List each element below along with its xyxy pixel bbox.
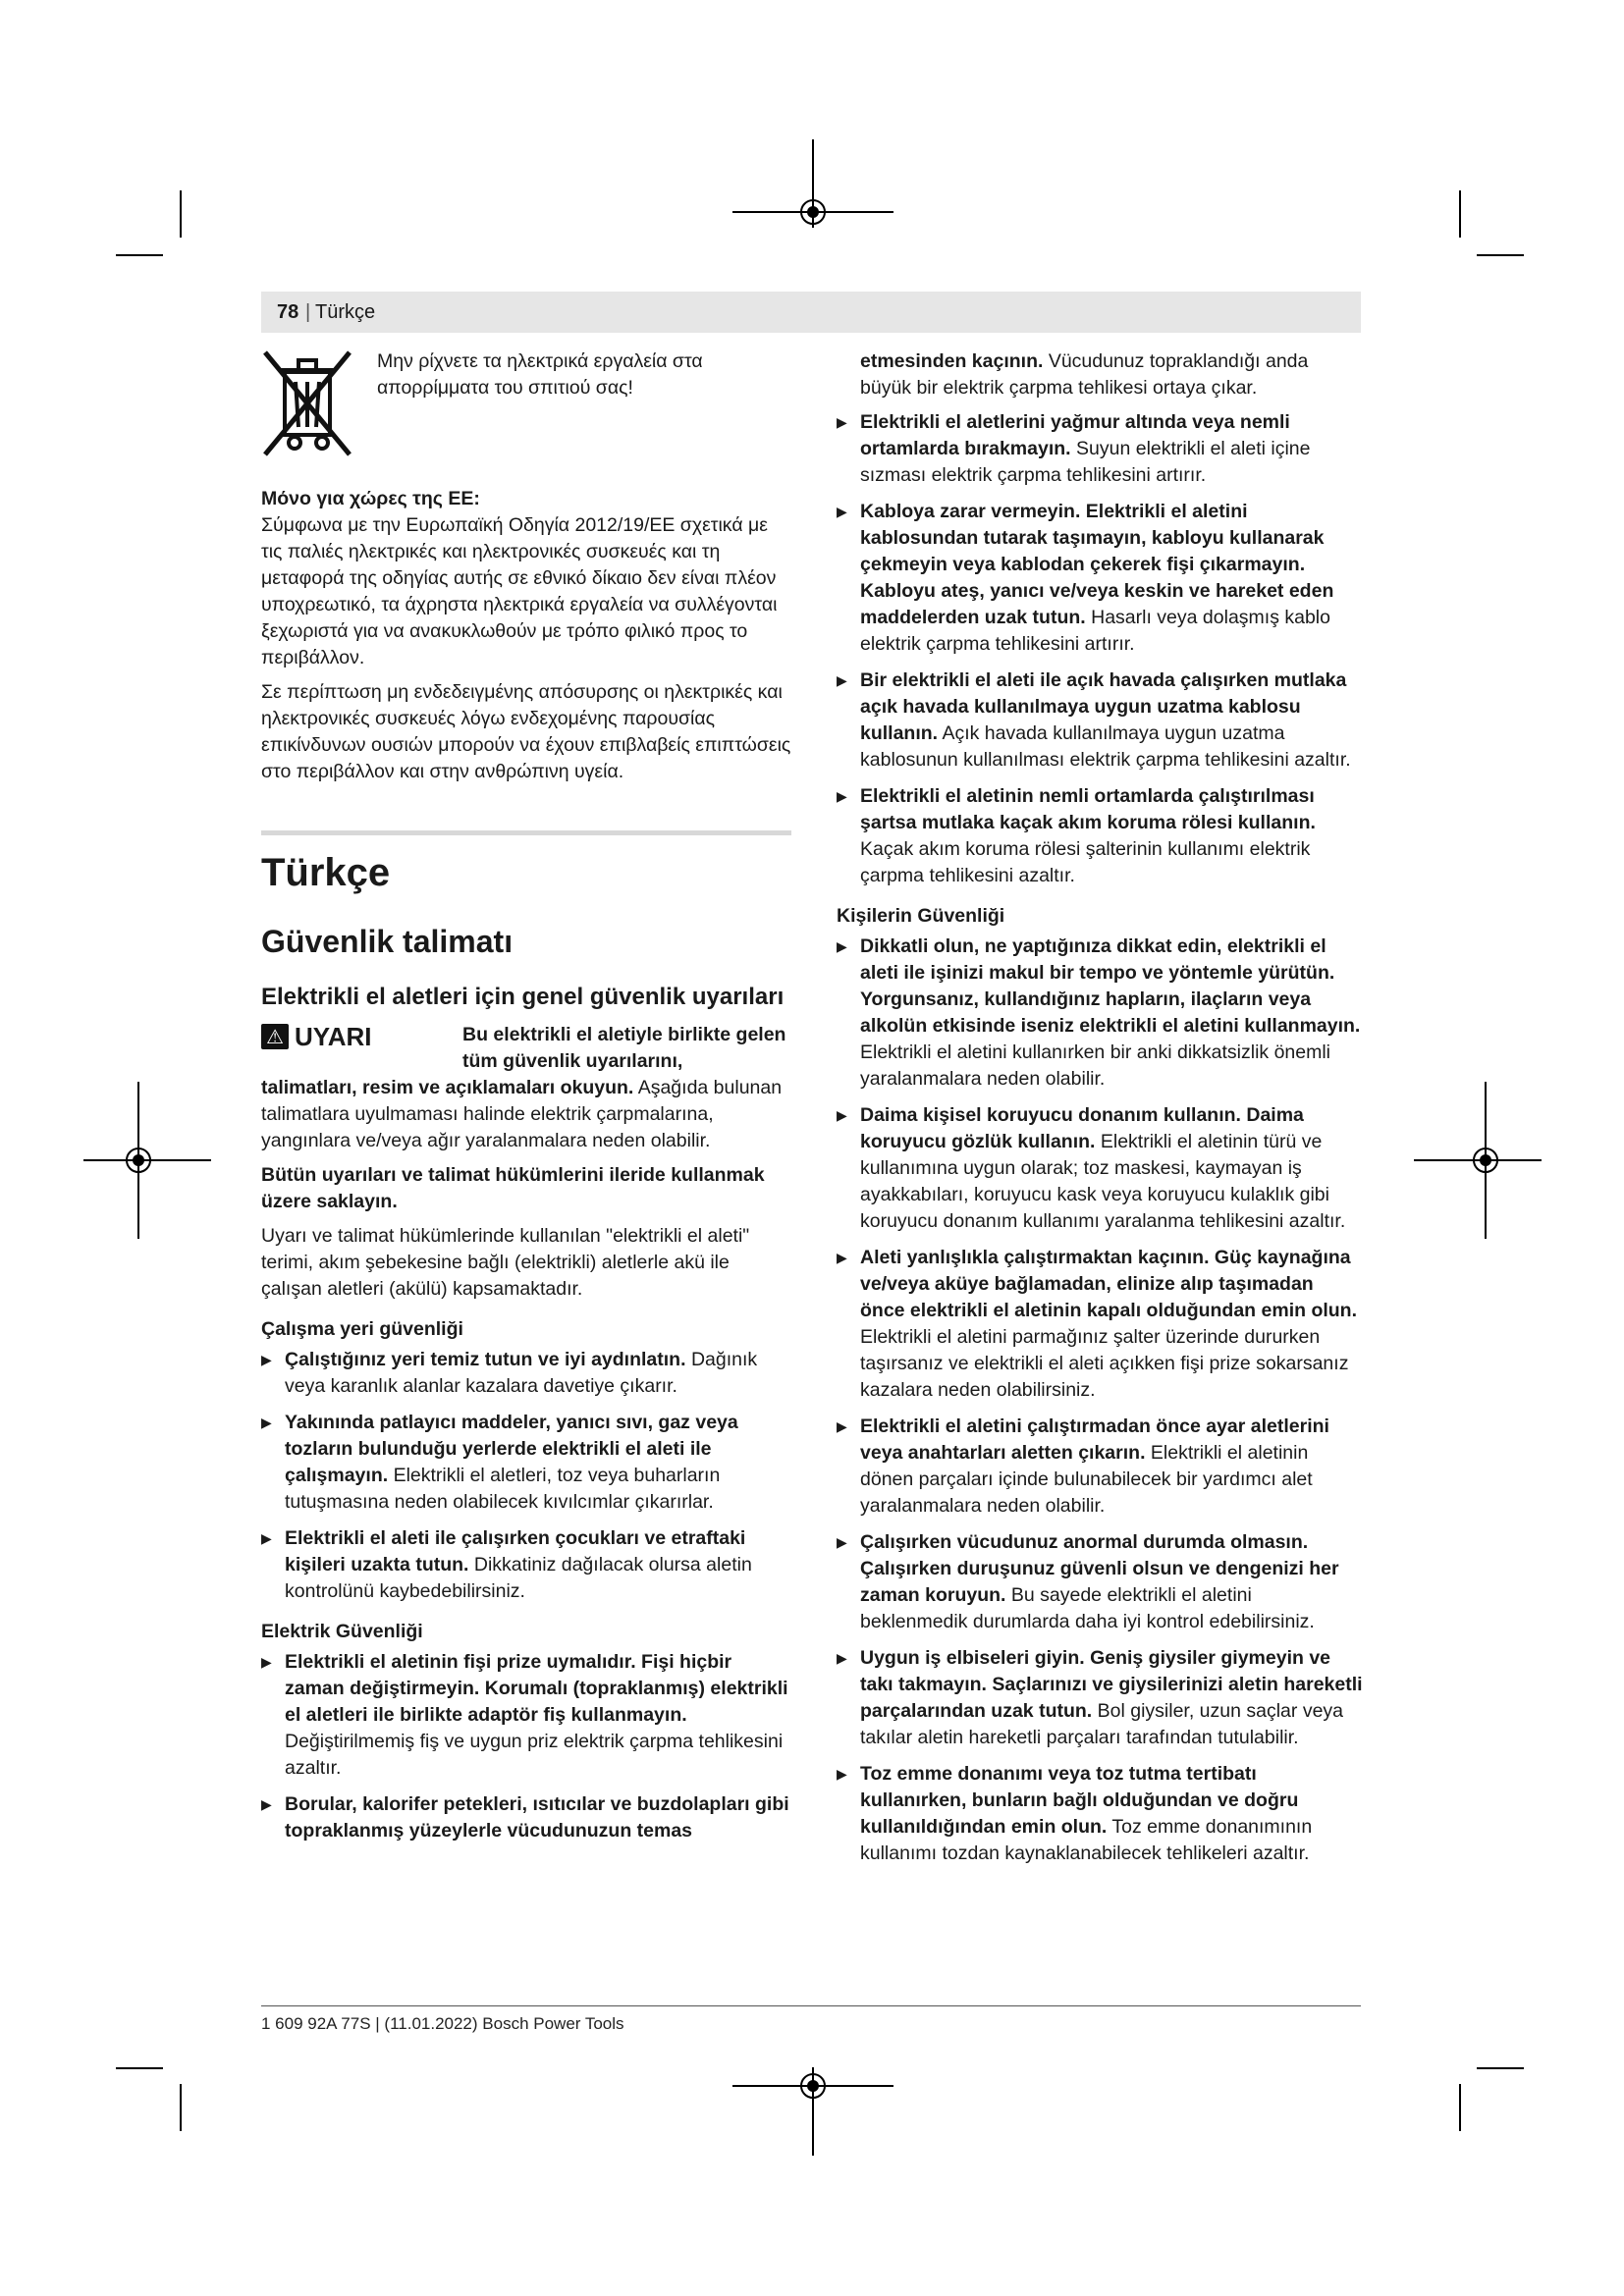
registration-mark-icon: [800, 199, 826, 225]
greek-paragraph-2: Σε περίπτωση μη ενδεδειγμένης απόσυρσης οι ηλεκτρικές και ηλεκτρονικές συσκευές λόγω ενδεχομένης παρουσίας επικίνδυνων ουσιών μπορούν να έχουν επιβλαβείς επιπτώσεις στο περιβάλλον και στην ανθρώπινη υγεία.: [261, 681, 791, 782]
page-header-band: [261, 292, 1361, 333]
crop-mark: [1459, 190, 1461, 238]
personal-safety-list: [837, 934, 1363, 1867]
language-title: Türkçe: [261, 851, 391, 894]
crop-mark: [1477, 2067, 1524, 2069]
greek-disposal-notice: Μην ρίχνετε τα ηλεκτρικά εργαλεία στα απορρίμματα του σπιτιού σας!: [377, 350, 703, 399]
electrical-list: [261, 1649, 791, 1844]
warning-label: [261, 1022, 462, 1075]
header-separator: |: [305, 301, 311, 323]
page-number: 78: [277, 301, 299, 323]
work-area-title: Çalışma yeri güvenliği: [261, 1318, 463, 1340]
crop-mark: [116, 2067, 163, 2069]
work-area-list: [261, 1347, 791, 1605]
term-definition: Uyarı ve talimat hükümlerinde kullanılan "elektrikli el aleti" terimi, akım şebekesine bağlı (elektrikli) aletlerle akü ile çalışan aletleri (akülü) kapsamaktadır.: [261, 1225, 750, 1300]
list-item: ▶ Elektrikli el aletinin nemli ortamlarda çalıştırılması şartsa mutlaka kaçak akım koruma rölesi kullanın. Kaçak akım koruma rölesi şalterinin kullanımı elektrik çarpma tehlikesini azaltır.: [837, 783, 1363, 889]
electrical-list-cont: [837, 409, 1363, 889]
list-item: ▶ Elektrikli el aletinin fişi prize uymalıdır. Fişi hiçbir zaman değiştirmeyin. Korumalı (topraklanmış) elektrikli el aletleri ile birlikte adaptör fiş kullanmayın. Değiştirilmemiş fiş ve uygun priz elektrik çarpma tehlikesini azaltır.: [261, 1649, 791, 1782]
crop-mark: [1477, 254, 1524, 256]
right-column: [837, 348, 1363, 1877]
footer-rule: [261, 2005, 1361, 2006]
left-column: [261, 348, 791, 1854]
list-item: ▶ Çalışırken vücudunuz anormal durumda olmasın. Çalışırken duruşunuz güvenli olsun ve dengenizi her zaman koruyun. Bu sayede elektrikli el aletini beklenmedik durumlarda daha iyi kontrol edebilirsiniz.: [837, 1529, 1363, 1635]
list-item: ▶ Borular, kalorifer petekleri, ısıtıcılar ve buzdolapları gibi topraklanmış yüzeylerle vücudunuzun temas: [261, 1791, 791, 1844]
crop-mark: [1459, 2084, 1461, 2131]
crop-mark: [180, 2084, 182, 2131]
crop-mark: [180, 190, 182, 238]
warning-body: talimatları, resim ve açıklamaları okuyun. Aşağıda bulunan talimatlara uyulmaması halinde elektrik çarpmalarına, yangınlara ve/veya ağır yaralanmalara neden olabilir.: [261, 1077, 783, 1151]
warning-triangle-icon: ⚠: [261, 1024, 289, 1049]
list-item: ▶ Bir elektrikli el aleti ile açık havada çalışırken mutlaka açık havada kullanılmaya uygun uzatma kablosu kullanın. Açık havada kullanılmaya uygun uzatma kablosunun kullanılması elektrik çarpma tehlikesini azaltır.: [837, 667, 1363, 774]
general-warnings-title: Elektrikli el aletleri için genel güvenlik uyarıları: [261, 984, 785, 1010]
keep-instructions: Bütün uyarıları ve talimat hükümlerini ileride kullanmak üzere saklayın.: [261, 1164, 765, 1212]
list-item: ▶ Uygun iş elbiseleri giyin. Geniş giysiler giymeyin ve takı takmayın. Saçlarınızı ve giysilerinizi aletin hareketli parçalarından uzak tutun. Bol giysiler, uzun saçlar veya takılar aletin hareketli parçaları tarafından tutulabilir.: [837, 1645, 1363, 1751]
registration-mark-icon: [800, 2073, 826, 2099]
list-item: ▶ Elektrikli el aletlerini yağmur altında veya nemli ortamlarda bırakmayın. Suyun elektrikli el aleti içine sızması elektrik çarpma tehlikesini artırır.: [837, 409, 1363, 489]
list-item: ▶ Daima kişisel koruyucu donanım kullanın. Daima koruyucu gözlük kullanın. Elektrikli el aletinin türü ve kullanımına uygun olarak; toz maskesi, kaymayan iş ayakkabıları, koruyucu kask veya koruyucu kulaklık gibi koruyucu donanım kullanımı yaralanma tehlikesini azaltır.: [837, 1102, 1363, 1235]
electrical-safety-title: Elektrik Güvenliği: [261, 1621, 423, 1642]
continued-item: etmesinden kaçının. Vücudunuz topraklandığı anda büyük bir elektrik çarpma tehlikesi ortaya çıkar.: [860, 350, 1309, 399]
crop-mark: [116, 254, 163, 256]
header-language: Türkçe: [315, 301, 376, 323]
list-item: ▶ Dikkatli olun, ne yaptığınıza dikkat edin, elektrikli el aleti ile işinizi makul bir tempo ve yöntemle yürütün. Yorgunsanız, kullandığınız hapların, ilaçların veya alkolün etkisinde iseniz elektrikli el aletini kullanmayın. Elektrikli el aletini kullanırken bir anki dikkatsizlik önemli yaralanmalara neden olabilir.: [837, 934, 1363, 1093]
weee-notice: [261, 348, 791, 460]
footer-text: 1 609 92A 77S | (11.01.2022) Bosch Power Tools: [261, 2014, 624, 2033]
list-item: ▶ Kabloya zarar vermeyin. Elektrikli el aletini kablosundan tutarak taşımayın, kabloyu kullanarak çekmeyin veya kablodan çekerek fişi çıkarmayın. Kabloyu ateş, yanıcı ve/veya keskin ve hareket eden maddelerden uzak tutun. Hasarlı veya dolaşmış kablo elektrik çarpma tehlikesini artırır.: [837, 499, 1363, 658]
list-item: ▶ Yakınında patlayıcı maddeler, yanıcı sıvı, gaz veya tozların bulunduğu yerlerde elektrikli el aleti ile çalışmayın. Elektrikli el aletleri, toz veya buharların tutuşmasına neden olabilecek kıvılcımlar çıkarırlar.: [261, 1410, 791, 1516]
greek-eu-heading: Μόνο για χώρες της ΕΕ:: [261, 488, 480, 509]
warning-label-text: UYARI: [295, 1022, 372, 1051]
list-item: ▶ Elektrikli el aleti ile çalışırken çocukları ve etraftaki kişileri uzakta tutun. Dikkatiniz dağılacak olursa aletin kontrolünü kaybedebilirsiniz.: [261, 1525, 791, 1605]
registration-mark-icon: [126, 1148, 151, 1173]
list-item: ▶ Elektrikli el aletini çalıştırmadan önce ayar aletlerini veya anahtarları aletten çıkarın. Elektrikli el aletinin dönen parçaları içinde bulunabilecek bir yardımcı alet yaralanmalara neden olabilir.: [837, 1414, 1363, 1520]
section-divider: [261, 830, 791, 835]
list-item: ▶ Çalıştığınız yeri temiz tutun ve iyi aydınlatın. Dağınık veya karanlık alanlar kazalara davetiye çıkarır.: [261, 1347, 791, 1400]
warning-block: [261, 1022, 791, 1075]
personal-safety-title: Kişilerin Güvenliği: [837, 905, 1005, 927]
warning-intro: Bu elektrikli el aletiyle birlikte gelen tüm güvenlik uyarılarını,: [462, 1024, 786, 1072]
list-item: ▶ Toz emme donanımı veya toz tutma tertibatı kullanırken, bunların bağlı olduğundan ve doğru kullanıldığından emin olun. Toz emme donanımının kullanımı tozdan kaynaklanabilecek tehlikeleri azaltır.: [837, 1761, 1363, 1867]
safety-title: Güvenlik talimatı: [261, 924, 514, 959]
greek-paragraph-1: Σύμφωνα με την Ευρωπαϊκή Οδηγία 2012/19/ΕΕ σχετικά με τις παλιές ηλεκτρικές και ηλεκτρονικές συσκευές και τη μεταφορά της οδηγίας αυτής σε εθνικό δίκαιο δεν είναι πλέον υποχρεωτικό, τα άχρηστα ηλεκτρικά εργαλεία να συλλέγονται ξεχωριστά για να ανακυκλωθούν με τρόπο φιλικό προς το περιβάλλον.: [261, 514, 778, 668]
registration-mark-icon: [1473, 1148, 1498, 1173]
crossed-out-bin-icon: [261, 348, 359, 460]
list-item: ▶ Aleti yanlışlıkla çalıştırmaktan kaçının. Güç kaynağına ve/veya aküye bağlamadan, elinize alıp taşımadan önce elektrikli el aletinin kapalı olduğundan emin olun. Elektrikli el aletini parmağınız şalter üzerinde dururken taşırsanız ve elektrikli el aleti açıkken fişi prize sokarsanız kazalara neden olabilirsiniz.: [837, 1245, 1363, 1404]
